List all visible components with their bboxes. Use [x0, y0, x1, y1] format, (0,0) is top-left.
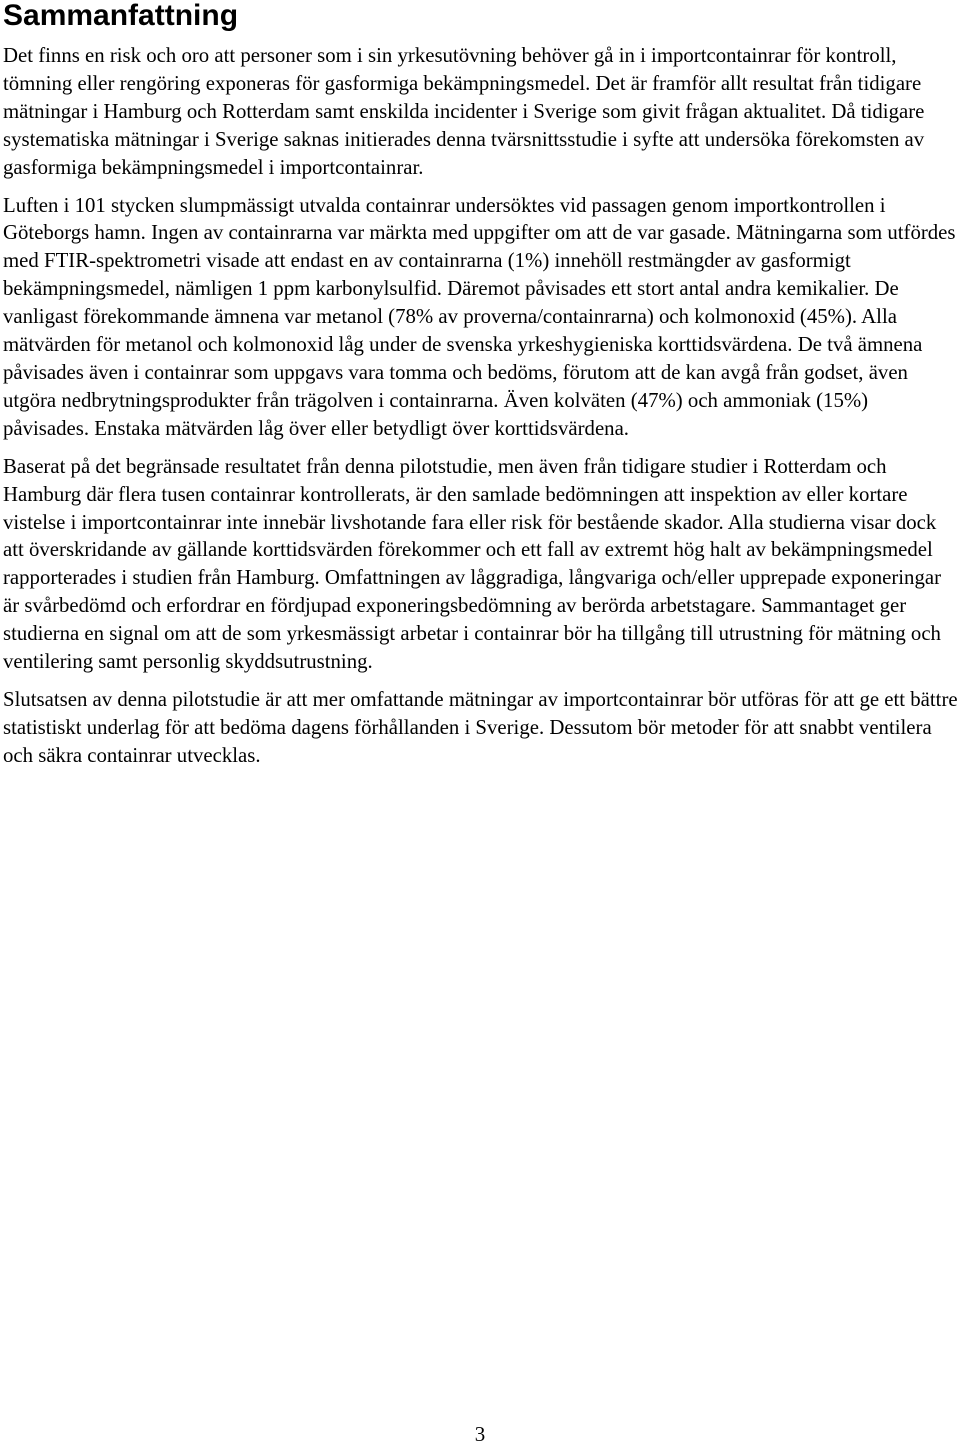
paragraph-assessment: Baserat på det begränsade resultatet från denna pilotstudie, men även från tidigare studier i Rotterdam och Hamburg där flera tusen containrar kontrollerats, är den samlade bedömningen att inspektion av eller kortare vistelse i importcontainrar inte innebär livshotande fara eller risk för bestående skador. Alla studierna visar dock att överskridande av gällande korttidsvärden förekommer och ett fall av extremt hög halt av bekämpningsmedel rapporterades i studien från Hamburg. Omfattningen av låggradiga, långvariga och/eller upprepade exponeringar är svårbedömd och erfordrar en fördjupad exponeringsbedömning av berörda arbetstagare. Sammantaget ger studierna en signal om att de som yrkesmässigt arbetar i containrar bör ha tillgång till utrustning för mätning och ventilering samt personlig skyddsutrustning. [3, 454, 942, 674]
paragraph-intro: Det finns en risk och oro att personer som i sin yrkesutövning behöver gå in i importcontainrar för kontroll, tömning eller rengöring exponeras för gasformiga bekämpningsmedel. Det är framför allt resultat från tidigare mätningar i Hamburg och Rotterdam samt enskilda incidenter i Sverige som givit frågan aktualitet. Då tidigare systematiska mätningar i Sverige saknas initierades denna tvärsnittsstudie i syfte att undersöka förekomsten av gasformiga bekämpningsmedel i importcontainrar. [3, 44, 925, 179]
page-number: 3 [474, 1422, 486, 1446]
page-title: Sammanfattning [3, 0, 239, 32]
paragraph-conclusion: Slutsatsen av denna pilotstudie är att mer omfattande mätningar av importcontainrar bör utföras för att ge ett bättre statistiskt underlag för att bedöma dagens förhållanden i Sverige. Dessutom bör metoder för att snabbt ventilera och säkra containrar utvecklas. [3, 687, 958, 767]
paragraph-results: Luften i 101 stycken slumpmässigt utvalda containrar undersöktes vid passagen genom importkontrollen i Göteborgs hamn. Ingen av containrarna var märkta med uppgifter om att de var gasade. Mätningarna som utfördes med FTIR-spektrometri visade att endast en av containrarna (1%) innehöll restmängder av gasformigt bekämpningsmedel, nämligen 1 ppm karbonylsulfid. Däremot påvisades ett stort antal andra kemikalier. De vanligast förekommande ämnena var metanol (78% av proverna/containrarna) och kolmonoxid (45%). Alla mätvärden för metanol och kolmonoxid låg under de svenska yrkeshygieniska korttidsvärdena. De två ämnena påvisades även i containrar som uppgavs vara tomma och bedöms, förutom att de kan avgå från godset, även utgöra nedbrytningsprodukter från trägolven i containrarna. Även kolväten (47%) och ammoniak (15%) påvisades. Enstaka mätvärden låg över eller betydligt över korttidsvärdena. [3, 193, 956, 440]
body-text [3, 42, 959, 780]
